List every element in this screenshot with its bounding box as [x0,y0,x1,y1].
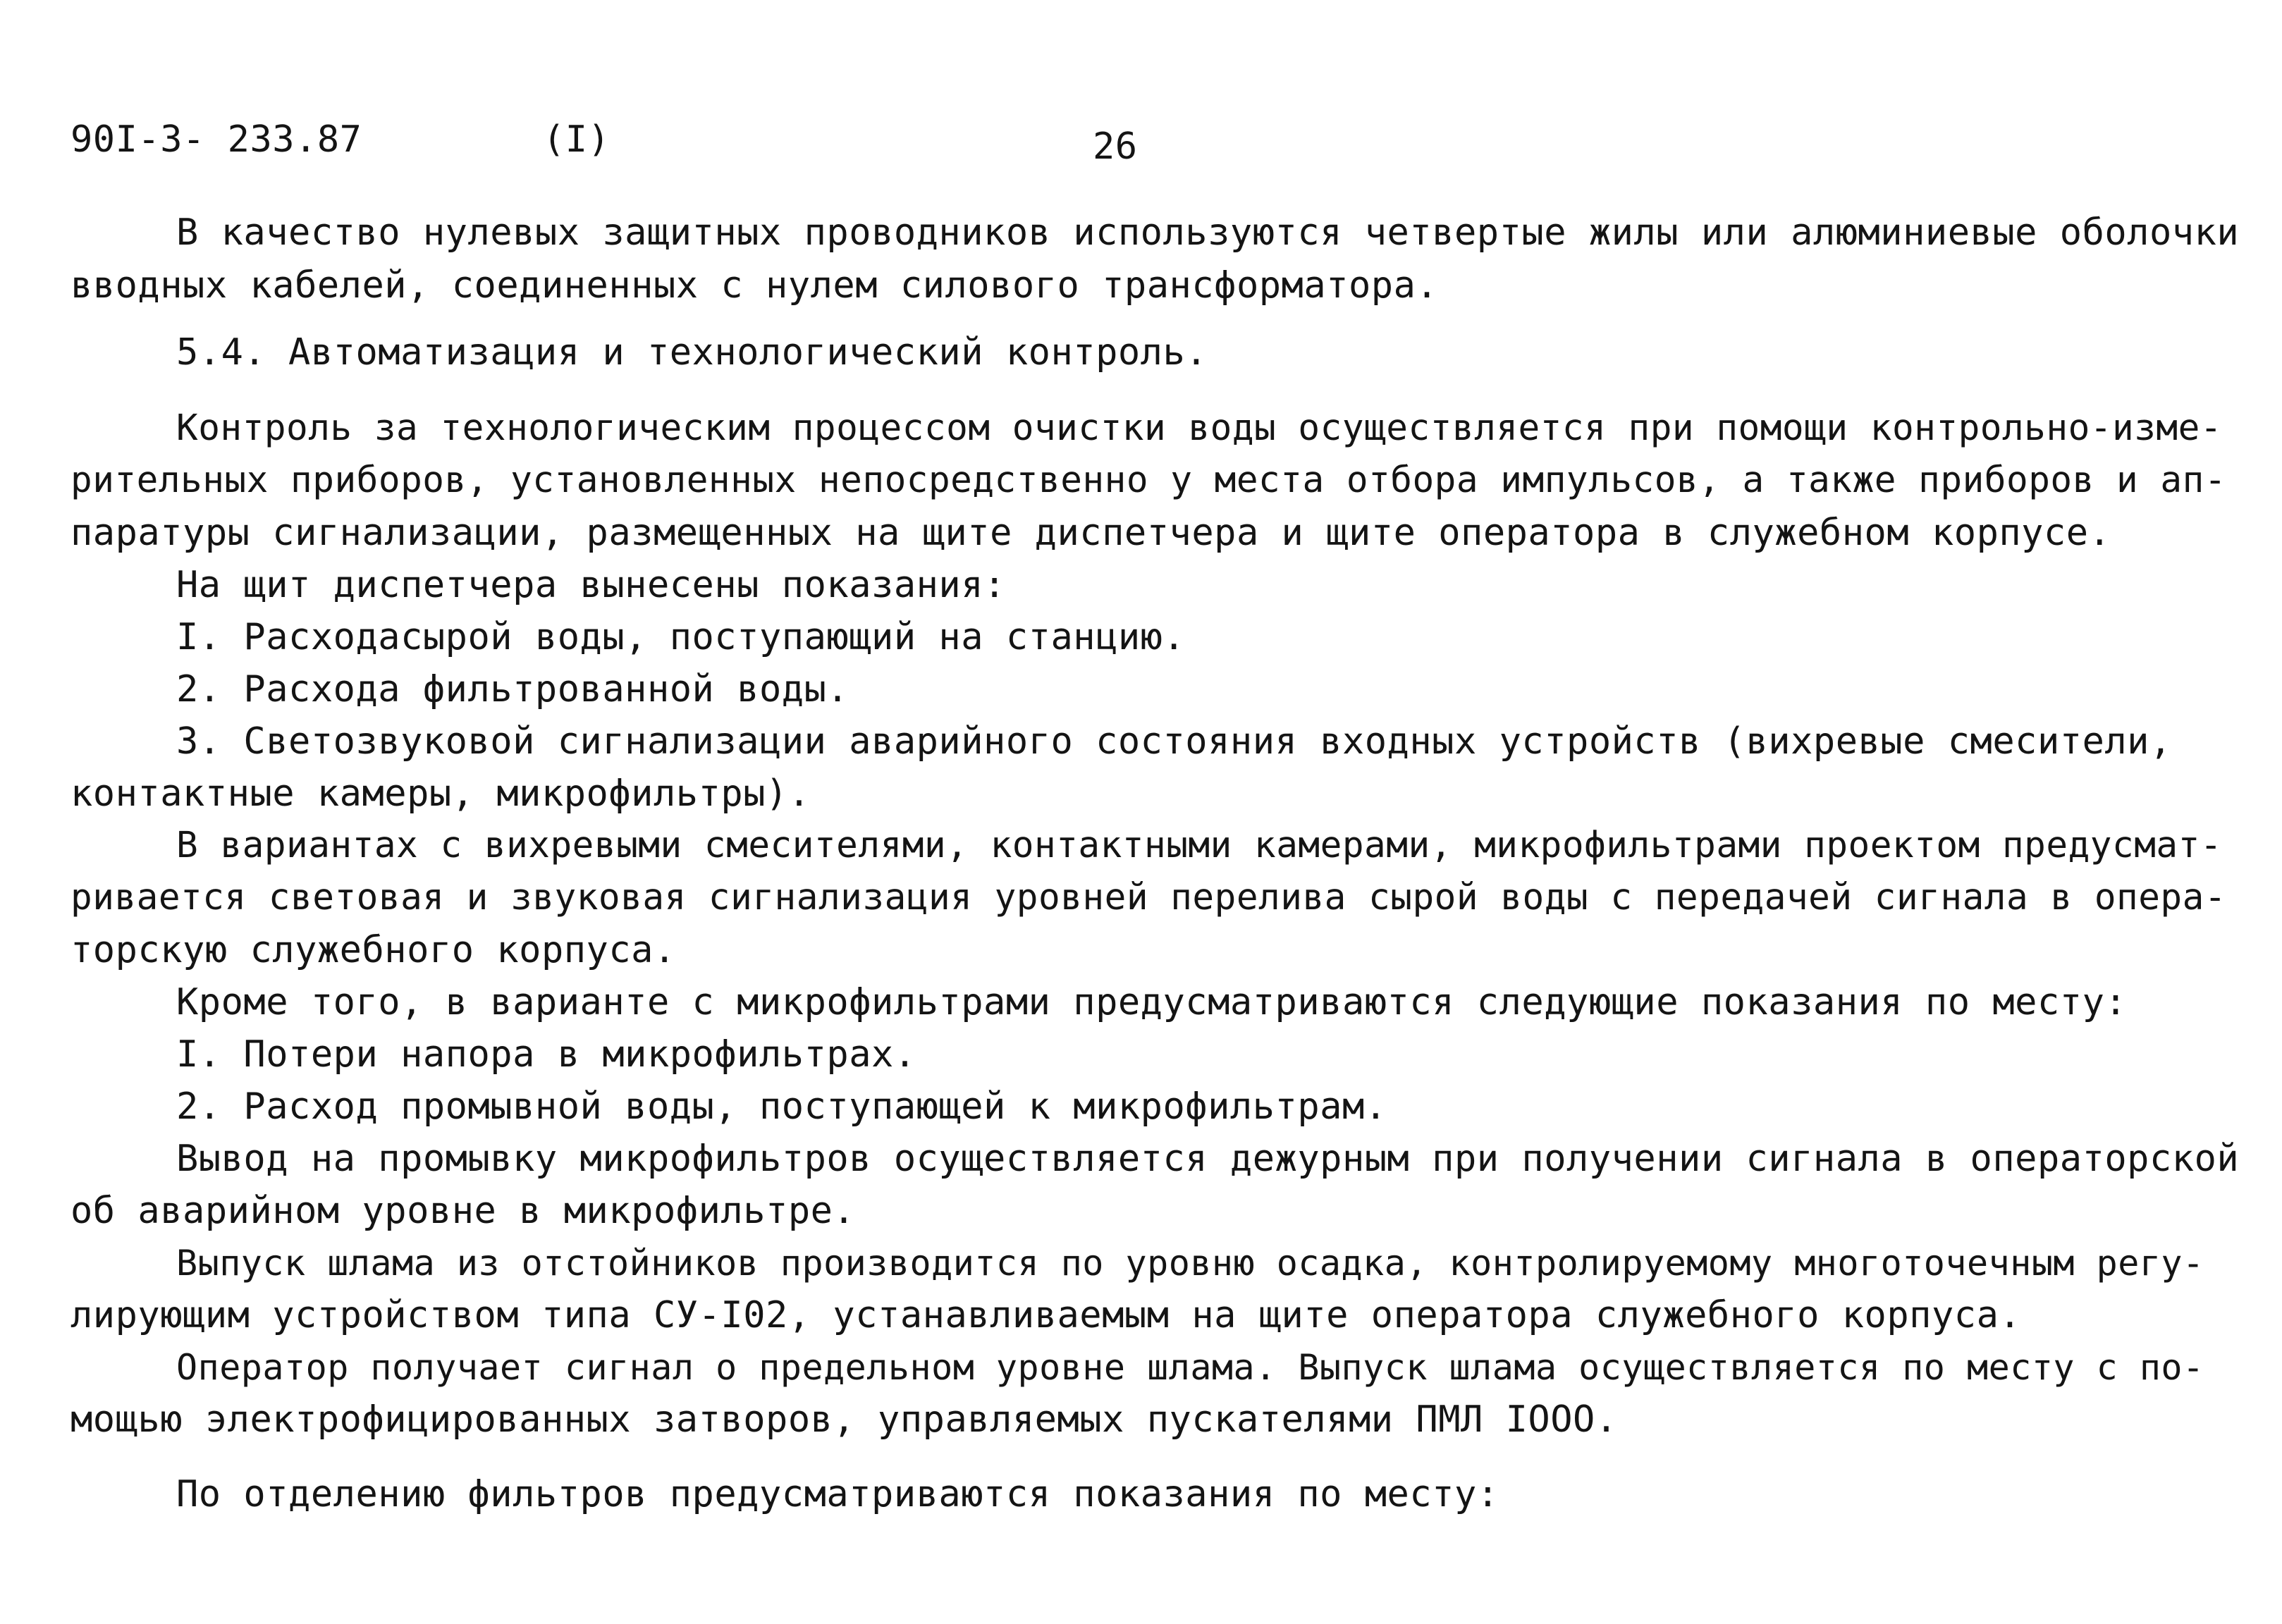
list-item: 3. Светозвуковой сигнализации аварийного состояния входных устройств (вихревые смесители, [176,720,2172,763]
text-line: В вариантах с вихревыми смесителями, контактными камерами, микрофильтрами проектом предусмат- [176,825,2223,866]
list-item: I. Расходасырой воды, поступающий на станцию. [176,616,1186,658]
list-item: 2. Расхода фильтрованной воды. [176,668,849,710]
text-line: Оператор получает сигнал о предельном уровне шлама. Выпуск шлама осуществляется по месту с по- [176,1347,2204,1388]
list-item: I. Потери напора в микрофильтрах. [176,1033,916,1076]
document-code: 90I-3- 233.87 [70,118,362,161]
text-line: На щит диспетчера вынесены показания: [176,564,1006,606]
copy-number: (I) [543,118,611,161]
text-line: вводных кабелей, соединенных с нулем силового трансформатора. [70,264,1439,307]
text-line: торскую служебного корпуса. [70,929,676,971]
text-line: Контроль за технологическим процессом очистки воды осуществляется при помощи контрольно-изме- [176,407,2223,449]
text-line: ривается световая и звуковая сигнализация уровней перелива сырой воды с передачей сигнала в опера- [70,877,2227,918]
text-line: об аварийном уровне в микрофильтре. [70,1190,856,1232]
page-number: 26 [1093,125,1138,168]
text-line: паратуры сигнализации, размещенных на щите диспетчера и щите оператора в служебном корпусе. [70,512,2111,554]
text-line: В качество нулевых защитных проводников используются четвертые жилы или алюминиевые оболочки [176,211,2240,254]
text-line: Кроме того, в варианте с микрофильтрами предусматриваются следующие показания по месту: [176,981,2128,1023]
text-line: контактные камеры, микрофильтры). [70,773,811,815]
text-line: лирующим устройством типа СУ-I02, устанавливаемым на щите оператора служебного корпуса. [70,1294,2022,1336]
text-line: мощью электрофицированных затворов, управляемых пускателями ПМЛ IOOO. [70,1398,1618,1441]
section-heading: 5.4. Автоматизация и технологический контроль. [176,331,1208,374]
list-item: 2. Расход промывной воды, поступающей к микрофильтрам. [176,1085,1387,1128]
text-line: рительных приборов, установленных непосредственно у места отбора импульсов, а также приборов и ап- [70,460,2227,501]
text-line: Выпуск шлама из отстойников производится по уровню осадка, контролируемому многоточечным регу- [176,1243,2204,1284]
text-line: По отделению фильтров предусматриваются показания по месту: [176,1473,1499,1515]
text-line: Вывод на промывку микрофильтров осуществляется дежурным при получении сигнала в операторской [176,1138,2240,1180]
